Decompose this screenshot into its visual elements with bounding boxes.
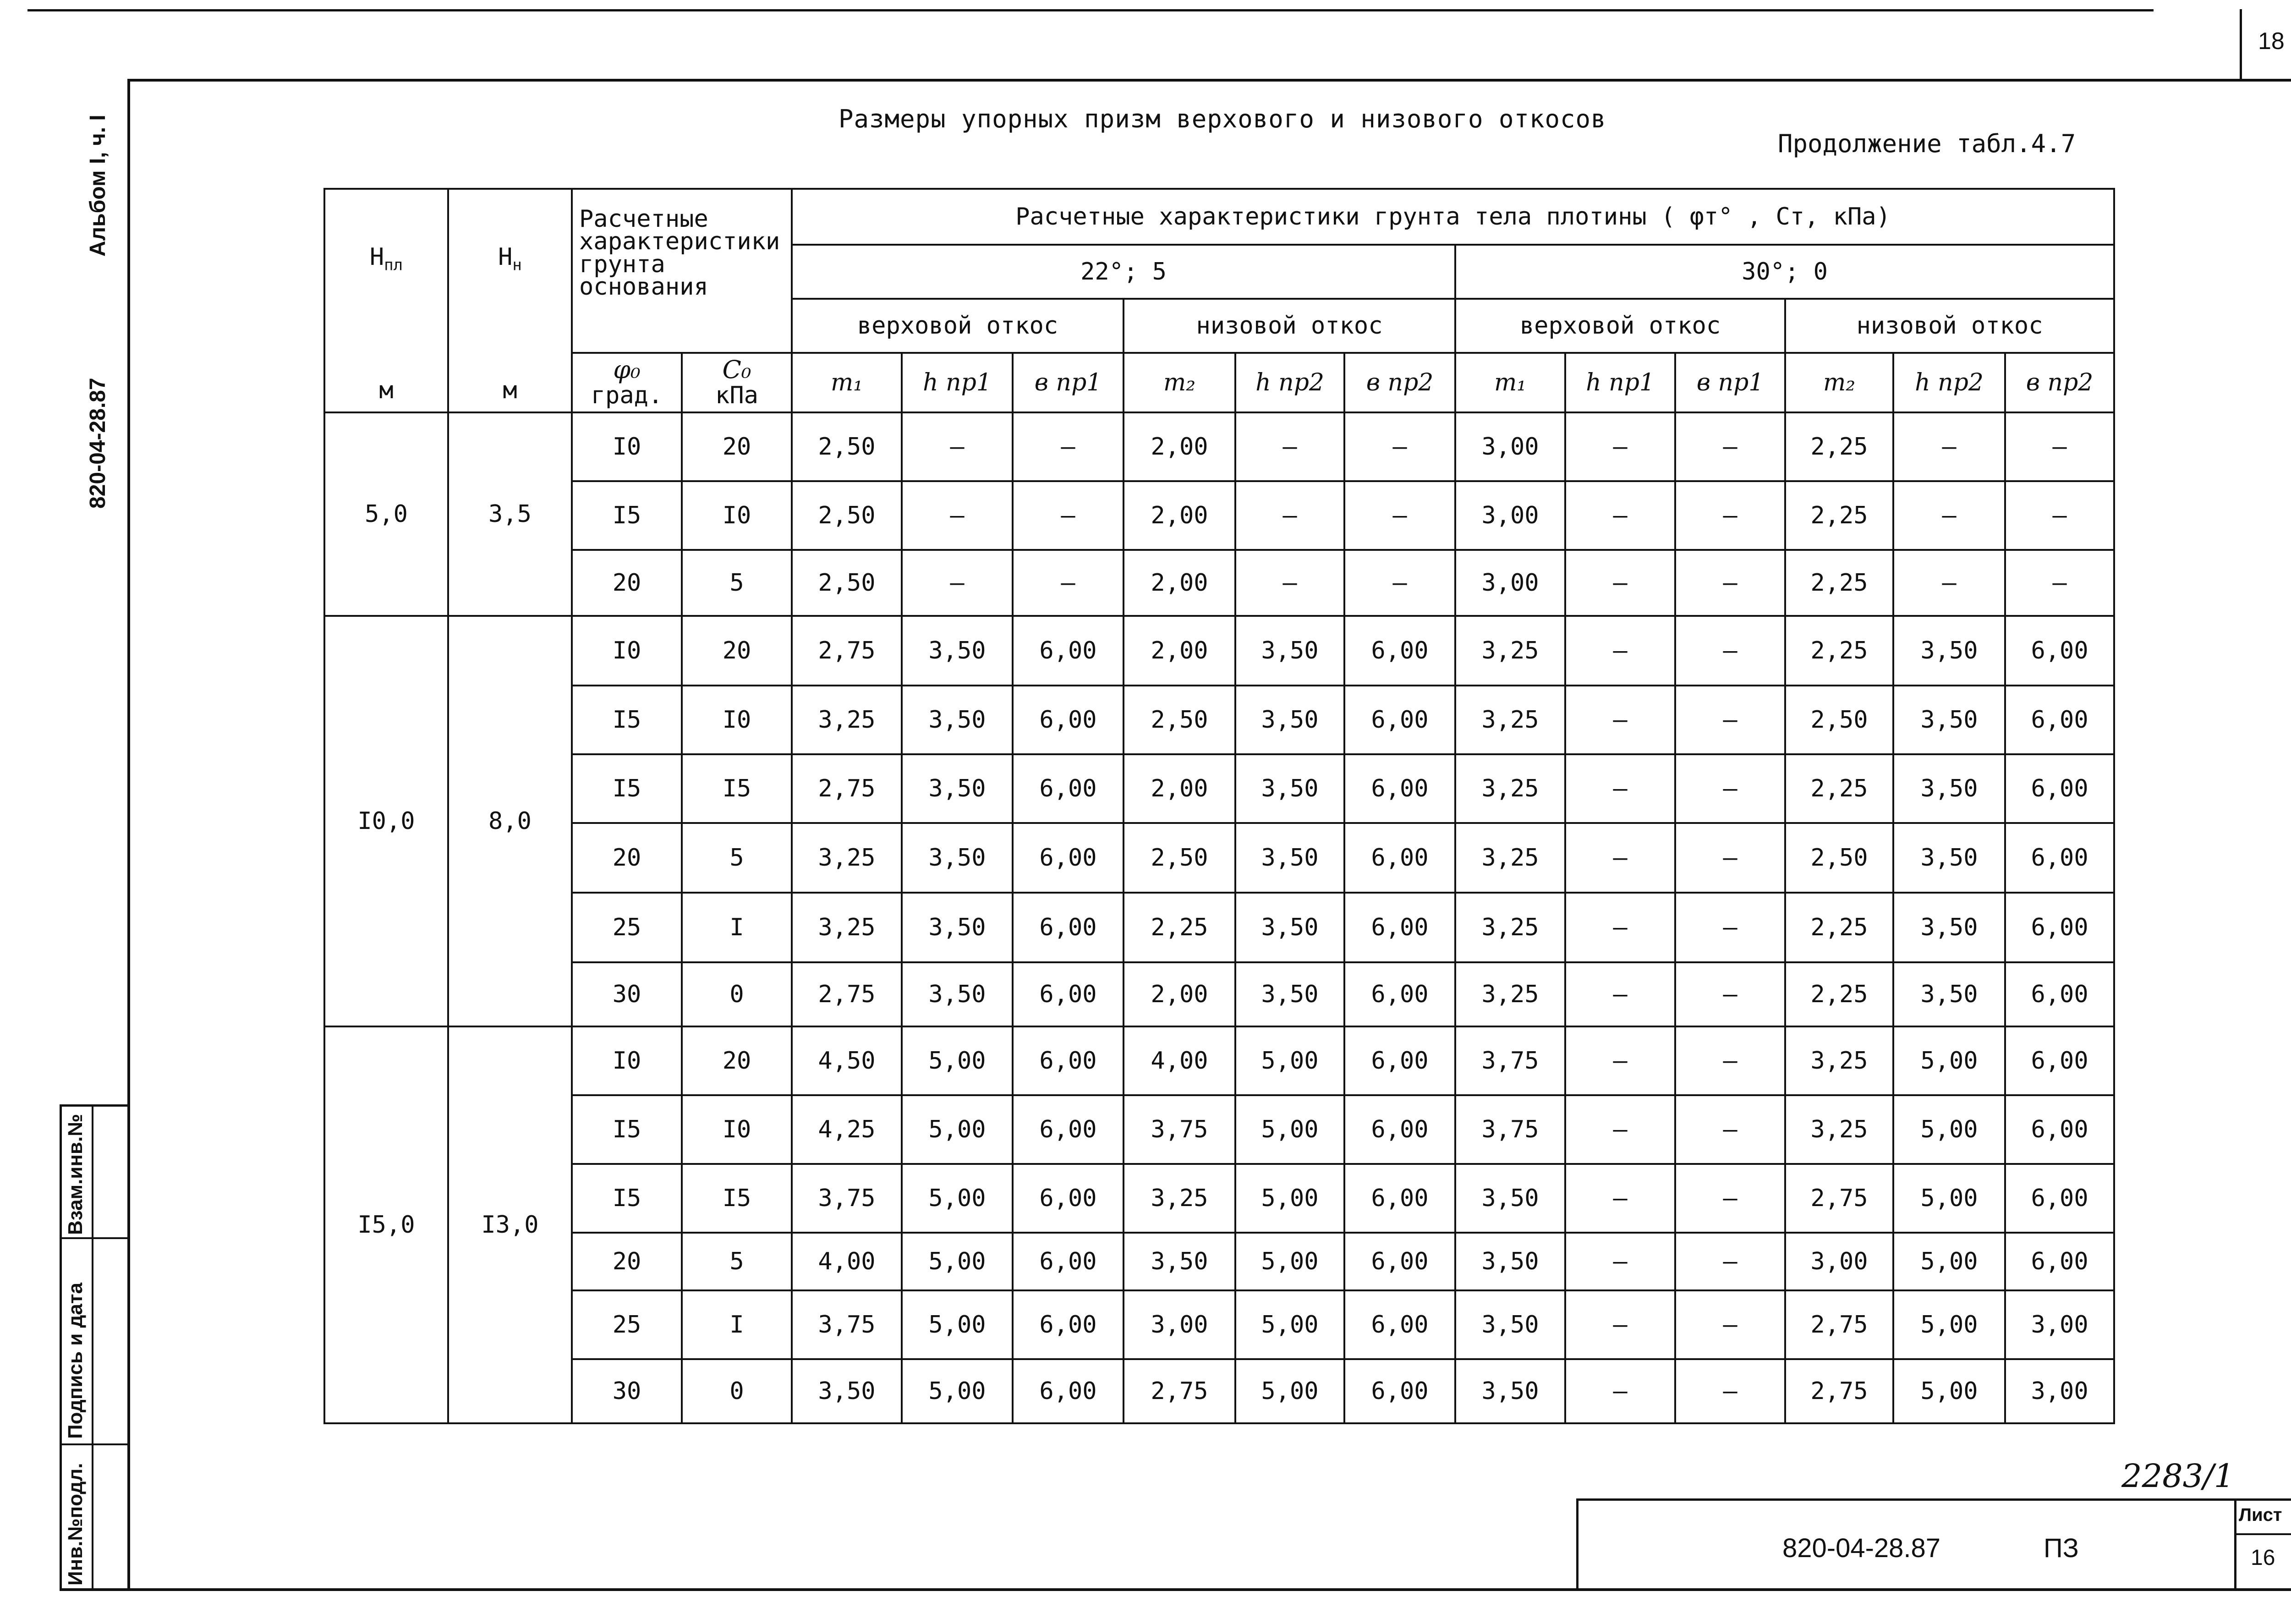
table-row: [324, 481, 2114, 550]
side-box-divider: [92, 1104, 93, 1591]
cell-value: –: [1565, 412, 1675, 481]
cell-value: 6,00: [1013, 962, 1124, 1026]
cell-value: 6,00: [2005, 1095, 2114, 1164]
m1-header-a: m₁: [792, 353, 902, 412]
table-row: [324, 686, 2114, 754]
stamp-top: [1576, 1498, 2291, 1501]
base-soil-header: Расчетные характеристики грунта основания: [572, 189, 792, 353]
phi-value: I5: [572, 1164, 682, 1233]
cell-value: 6,00: [1344, 1026, 1455, 1095]
cell-value: 3,50: [1235, 616, 1344, 686]
cell-value: 5,00: [902, 1290, 1013, 1359]
cell-value: 4,00: [1124, 1026, 1235, 1095]
phi-value: 20: [572, 823, 682, 893]
h2-header-b: h пр2: [1893, 353, 2005, 412]
cell-value: 6,00: [1344, 962, 1455, 1026]
cell-value: 6,00: [1344, 1233, 1455, 1290]
cell-value: –: [1344, 550, 1455, 616]
cell-value: 6,00: [1344, 616, 1455, 686]
hpl-value: 5,0: [324, 412, 448, 616]
cell-value: 6,00: [2005, 962, 2114, 1026]
cell-value: –: [2005, 412, 2114, 481]
cell-value: 6,00: [2005, 616, 2114, 686]
cell-value: 5,00: [1235, 1026, 1344, 1095]
stamp-sheet-number: 16: [2251, 1546, 2275, 1570]
cell-value: 2,50: [1124, 686, 1235, 754]
cell-value: 3,50: [1235, 962, 1344, 1026]
cell-value: 2,25: [1785, 754, 1893, 823]
cell-value: 2,50: [792, 550, 902, 616]
cell-value: 3,50: [1893, 616, 2005, 686]
cell-value: 6,00: [1013, 823, 1124, 893]
cell-value: –: [1565, 481, 1675, 550]
b2-header-a: в пр2: [1344, 353, 1455, 412]
hpl-value: I0,0: [324, 616, 448, 1026]
hn-header: $Н_н$ м: [448, 189, 572, 412]
cell-value: 2,75: [1785, 1290, 1893, 1359]
group-30-header: 30°; 0: [1455, 245, 2114, 299]
cell-value: 6,00: [1344, 1290, 1455, 1359]
cell-value: –: [1013, 481, 1124, 550]
cell-value: –: [1565, 550, 1675, 616]
cell-value: 2,50: [792, 481, 902, 550]
cell-value: –: [1344, 481, 1455, 550]
cell-value: 2,75: [1785, 1359, 1893, 1423]
cell-value: 6,00: [2005, 823, 2114, 893]
cell-value: –: [1013, 550, 1124, 616]
cell-value: 5,00: [1235, 1233, 1344, 1290]
table-row: [324, 412, 2114, 481]
cell-value: 2,75: [792, 754, 902, 823]
cell-value: 2,75: [792, 616, 902, 686]
cell-value: 2,50: [1785, 686, 1893, 754]
cell-value: –: [1675, 1164, 1785, 1233]
cell-value: 2,25: [1785, 412, 1893, 481]
cell-value: –: [902, 550, 1013, 616]
cell-value: –: [1893, 550, 2005, 616]
cell-value: –: [1893, 481, 2005, 550]
cell-value: 6,00: [2005, 754, 2114, 823]
cell-value: 6,00: [1013, 893, 1124, 962]
cell-value: –: [902, 412, 1013, 481]
c-value: I5: [682, 1164, 792, 1233]
cell-value: 2,25: [1785, 616, 1893, 686]
h1-header-a: h пр1: [902, 353, 1013, 412]
page-title: Размеры упорных призм верхового и низового откосов: [839, 104, 1606, 133]
cell-value: 2,00: [1124, 412, 1235, 481]
cell-value: 5,00: [1235, 1164, 1344, 1233]
c-value: 20: [682, 1026, 792, 1095]
cell-value: 6,00: [1344, 1095, 1455, 1164]
m2-header-b: m₂: [1785, 353, 1893, 412]
cell-value: 3,25: [1455, 893, 1565, 962]
phi-value: 30: [572, 962, 682, 1026]
cell-value: 3,25: [1455, 823, 1565, 893]
table-row: [324, 550, 2114, 616]
downstream-header-1: низовой откос: [1124, 299, 1455, 353]
table-row: [324, 1026, 2114, 1095]
cell-value: –: [1565, 616, 1675, 686]
handwritten-number: 2283/1: [2121, 1457, 2235, 1495]
phi-value: I0: [572, 1026, 682, 1095]
cell-value: 3,50: [1124, 1233, 1235, 1290]
cell-value: 5,00: [902, 1164, 1013, 1233]
cell-value: 3,50: [1455, 1233, 1565, 1290]
group-22-header: 22°; 5: [792, 245, 1455, 299]
c-value: I5: [682, 754, 792, 823]
cell-value: –: [1675, 686, 1785, 754]
cell-value: 2,75: [1785, 1164, 1893, 1233]
stamp-sheet-sep: [2234, 1533, 2291, 1535]
cell-value: –: [1013, 412, 1124, 481]
cell-value: –: [1344, 412, 1455, 481]
cell-value: 3,25: [1455, 686, 1565, 754]
cell-value: 6,00: [1013, 616, 1124, 686]
cell-value: 4,00: [792, 1233, 902, 1290]
cell-value: 2,25: [1785, 481, 1893, 550]
cell-value: 3,50: [1235, 754, 1344, 823]
dam-soil-header: Расчетные характеристики грунта тела плотины ( φт° , Ст, кПа): [792, 189, 2114, 245]
phi-value: I5: [572, 1095, 682, 1164]
cell-value: 5,00: [1893, 1233, 2005, 1290]
cell-value: 6,00: [1013, 686, 1124, 754]
c-value: 5: [682, 1233, 792, 1290]
cell-value: 2,00: [1124, 754, 1235, 823]
cell-value: 4,25: [792, 1095, 902, 1164]
cell-value: 3,50: [902, 962, 1013, 1026]
stamp-left: [1576, 1498, 1578, 1590]
cell-value: 5,00: [902, 1095, 1013, 1164]
cell-value: 3,25: [1455, 754, 1565, 823]
cell-value: 5,00: [1893, 1290, 2005, 1359]
table-row: [324, 1164, 2114, 1233]
cell-value: –: [1893, 412, 2005, 481]
cell-value: –: [2005, 481, 2114, 550]
cell-value: 5,00: [1893, 1359, 2005, 1423]
cell-value: –: [1675, 823, 1785, 893]
cell-value: 3,75: [1455, 1095, 1565, 1164]
cell-value: –: [1675, 1026, 1785, 1095]
cell-value: 2,75: [1124, 1359, 1235, 1423]
cell-value: 6,00: [1013, 754, 1124, 823]
side-field-inv: Инв.№подл.: [64, 1463, 87, 1586]
cell-value: –: [1675, 616, 1785, 686]
phi-value: 30: [572, 1359, 682, 1423]
cell-value: 2,25: [1785, 962, 1893, 1026]
cell-value: 6,00: [2005, 1233, 2114, 1290]
cell-value: 6,00: [1344, 754, 1455, 823]
cell-value: 3,75: [1455, 1026, 1565, 1095]
hpl-value: I5,0: [324, 1026, 448, 1423]
c-value: 20: [682, 616, 792, 686]
upstream-header-1: верховой откос: [792, 299, 1124, 353]
cell-value: 5,00: [1235, 1095, 1344, 1164]
cell-value: 6,00: [1344, 1359, 1455, 1423]
upstream-header-2: верховой откос: [1455, 299, 1785, 353]
cell-value: 3,00: [1124, 1290, 1235, 1359]
cell-value: 6,00: [1013, 1290, 1124, 1359]
side-box-sep1: [60, 1237, 130, 1239]
side-field-replace: Взам.инв.№: [64, 1114, 87, 1235]
cell-value: 3,50: [1893, 962, 2005, 1026]
cell-value: 3,75: [1124, 1095, 1235, 1164]
table-row: [324, 1095, 2114, 1164]
cell-value: 6,00: [1344, 686, 1455, 754]
cell-value: –: [2005, 550, 2114, 616]
cell-value: 2,50: [1124, 823, 1235, 893]
cell-value: 2,25: [1785, 893, 1893, 962]
cell-value: 5,00: [1235, 1290, 1344, 1359]
side-box-top: [60, 1104, 130, 1107]
cell-value: 3,25: [792, 893, 902, 962]
table-row: [324, 616, 2114, 686]
cell-value: 5,00: [902, 1359, 1013, 1423]
c-value: I: [682, 1290, 792, 1359]
cell-value: 6,00: [1013, 1095, 1124, 1164]
cell-value: –: [1565, 1290, 1675, 1359]
stamp-section: ПЗ: [2044, 1533, 2079, 1563]
cell-value: 3,50: [1235, 823, 1344, 893]
cell-value: 2,25: [1785, 550, 1893, 616]
cell-value: 3,25: [1785, 1026, 1893, 1095]
cell-value: 5,00: [1893, 1026, 2005, 1095]
top-edge-line: [27, 9, 2154, 11]
cell-value: –: [1565, 754, 1675, 823]
table-row: [324, 962, 2114, 1026]
m2-header-a: m₂: [1124, 353, 1235, 412]
phi-value: I0: [572, 616, 682, 686]
cell-value: 2,00: [1124, 616, 1235, 686]
frame-top: [127, 79, 2291, 82]
hn-value: 3,5: [448, 412, 572, 616]
cell-value: 3,25: [1785, 1095, 1893, 1164]
side-box-left: [60, 1104, 62, 1591]
c-value: 0: [682, 1359, 792, 1423]
cell-value: –: [1675, 754, 1785, 823]
cell-value: –: [1235, 481, 1344, 550]
table-row: [324, 754, 2114, 823]
c0-header: C₀ кПа: [682, 353, 792, 412]
prism-table: [323, 188, 2115, 1424]
c-value: I: [682, 893, 792, 962]
cell-value: –: [1565, 1026, 1675, 1095]
cell-value: 3,50: [1893, 686, 2005, 754]
h1-header-b: h пр1: [1565, 353, 1675, 412]
cell-value: 6,00: [2005, 893, 2114, 962]
cell-value: –: [1675, 1233, 1785, 1290]
cell-value: –: [1565, 1164, 1675, 1233]
c-value: 5: [682, 550, 792, 616]
cell-value: –: [1565, 823, 1675, 893]
c-value: 0: [682, 962, 792, 1026]
cell-value: 3,50: [1235, 893, 1344, 962]
phi-value: I5: [572, 754, 682, 823]
continuation-label: Продолжение табл.4.7: [1778, 129, 2076, 158]
cell-value: –: [902, 481, 1013, 550]
cell-value: 3,50: [902, 686, 1013, 754]
cell-value: 3,50: [1455, 1164, 1565, 1233]
cell-value: 5,00: [1235, 1359, 1344, 1423]
cell-value: 2,00: [1124, 550, 1235, 616]
hn-value: 8,0: [448, 616, 572, 1026]
b1-header-a: в пр1: [1013, 353, 1124, 412]
cell-value: –: [1235, 550, 1344, 616]
cell-value: 2,25: [1124, 893, 1235, 962]
cell-value: 5,00: [902, 1026, 1013, 1095]
cell-value: 2,50: [1785, 823, 1893, 893]
frame-bottom: [60, 1588, 2291, 1591]
phi-value: 20: [572, 550, 682, 616]
table-body: [324, 412, 2114, 1423]
cell-value: 3,25: [1124, 1164, 1235, 1233]
cell-value: –: [1675, 550, 1785, 616]
side-album-label: Альбом I, ч. I: [86, 115, 110, 257]
table-row: [324, 1233, 2114, 1290]
cell-value: 5,00: [1893, 1164, 2005, 1233]
c-value: I0: [682, 1095, 792, 1164]
cell-value: 3,50: [1893, 893, 2005, 962]
cell-value: 3,50: [1893, 823, 2005, 893]
phi-value: I0: [572, 412, 682, 481]
cell-value: 3,50: [1235, 686, 1344, 754]
b1-header-b: в пр1: [1675, 353, 1785, 412]
cell-value: –: [1675, 1290, 1785, 1359]
cell-value: –: [1675, 412, 1785, 481]
b2-header-b: в пр2: [2005, 353, 2114, 412]
cell-value: –: [1675, 893, 1785, 962]
cell-value: 3,25: [1455, 962, 1565, 1026]
cell-value: –: [1565, 1359, 1675, 1423]
cell-value: 2,00: [1124, 962, 1235, 1026]
cell-value: 6,00: [1344, 893, 1455, 962]
side-box-sep2: [60, 1443, 130, 1445]
cell-value: 3,00: [1455, 550, 1565, 616]
cell-value: 3,00: [1785, 1233, 1893, 1290]
phi0-header: φ₀ град.: [572, 353, 682, 412]
cell-value: –: [1675, 962, 1785, 1026]
cell-value: 6,00: [2005, 686, 2114, 754]
cell-value: 6,00: [2005, 1164, 2114, 1233]
cell-value: 3,50: [902, 893, 1013, 962]
cell-value: –: [1675, 1359, 1785, 1423]
cell-value: –: [1565, 962, 1675, 1026]
cell-value: 3,00: [2005, 1290, 2114, 1359]
cell-value: –: [1675, 1095, 1785, 1164]
side-field-sign: Подпись и дата: [64, 1283, 87, 1439]
cell-value: 5,00: [902, 1233, 1013, 1290]
stamp-sheet-label: Лист: [2239, 1505, 2282, 1525]
cell-value: 6,00: [1344, 823, 1455, 893]
cell-value: –: [1565, 893, 1675, 962]
cell-value: 6,00: [1013, 1164, 1124, 1233]
cell-value: –: [1235, 412, 1344, 481]
c-value: I0: [682, 481, 792, 550]
cell-value: 3,50: [1455, 1290, 1565, 1359]
phi-value: I5: [572, 481, 682, 550]
cell-value: 3,25: [1455, 616, 1565, 686]
c-value: 5: [682, 823, 792, 893]
cell-value: 3,75: [792, 1164, 902, 1233]
cell-value: 4,50: [792, 1026, 902, 1095]
cell-value: 2,50: [792, 412, 902, 481]
cell-value: 3,50: [1455, 1359, 1565, 1423]
page-number-box-left: [2240, 9, 2242, 79]
table-row: [324, 893, 2114, 962]
phi-value: 25: [572, 1290, 682, 1359]
frame-left: [127, 79, 130, 1591]
cell-value: 3,50: [902, 754, 1013, 823]
phi-value: I5: [572, 686, 682, 754]
cell-value: 6,00: [1013, 1026, 1124, 1095]
cell-value: 6,00: [1013, 1233, 1124, 1290]
cell-value: 6,00: [1344, 1164, 1455, 1233]
table-row: [324, 1290, 2114, 1359]
hn-value: I3,0: [448, 1026, 572, 1423]
m1-header-b: m₁: [1455, 353, 1565, 412]
cell-value: 3,25: [792, 686, 902, 754]
phi-value: 25: [572, 893, 682, 962]
cell-value: 6,00: [1013, 1359, 1124, 1423]
stamp-sheet-divider: [2234, 1498, 2236, 1590]
cell-value: –: [1565, 686, 1675, 754]
cell-value: 3,50: [902, 616, 1013, 686]
c-value: 20: [682, 412, 792, 481]
cell-value: 3,50: [902, 823, 1013, 893]
side-code-label: 820-04-28.87: [86, 378, 110, 509]
cell-value: –: [1565, 1233, 1675, 1290]
cell-value: 3,50: [792, 1359, 902, 1423]
cell-value: 3,75: [792, 1290, 902, 1359]
c-value: I0: [682, 686, 792, 754]
table-row: [324, 1359, 2114, 1423]
downstream-header-2: низовой откос: [1785, 299, 2114, 353]
page-number: 18: [2258, 28, 2285, 55]
h2-header-a: h пр2: [1235, 353, 1344, 412]
cell-value: 2,00: [1124, 481, 1235, 550]
table-row: [324, 823, 2114, 893]
phi-value: 20: [572, 1233, 682, 1290]
cell-value: 6,00: [2005, 1026, 2114, 1095]
cell-value: 5,00: [1893, 1095, 2005, 1164]
cell-value: 3,00: [1455, 412, 1565, 481]
cell-value: 2,75: [792, 962, 902, 1026]
cell-value: –: [1675, 481, 1785, 550]
cell-value: 3,25: [792, 823, 902, 893]
stamp-code: 820-04-28.87: [1782, 1533, 1941, 1563]
cell-value: 3,00: [2005, 1359, 2114, 1423]
cell-value: –: [1565, 1095, 1675, 1164]
hpl-header: $Н_{пл}$ м: [324, 189, 448, 412]
cell-value: 3,50: [1893, 754, 2005, 823]
cell-value: 3,00: [1455, 481, 1565, 550]
